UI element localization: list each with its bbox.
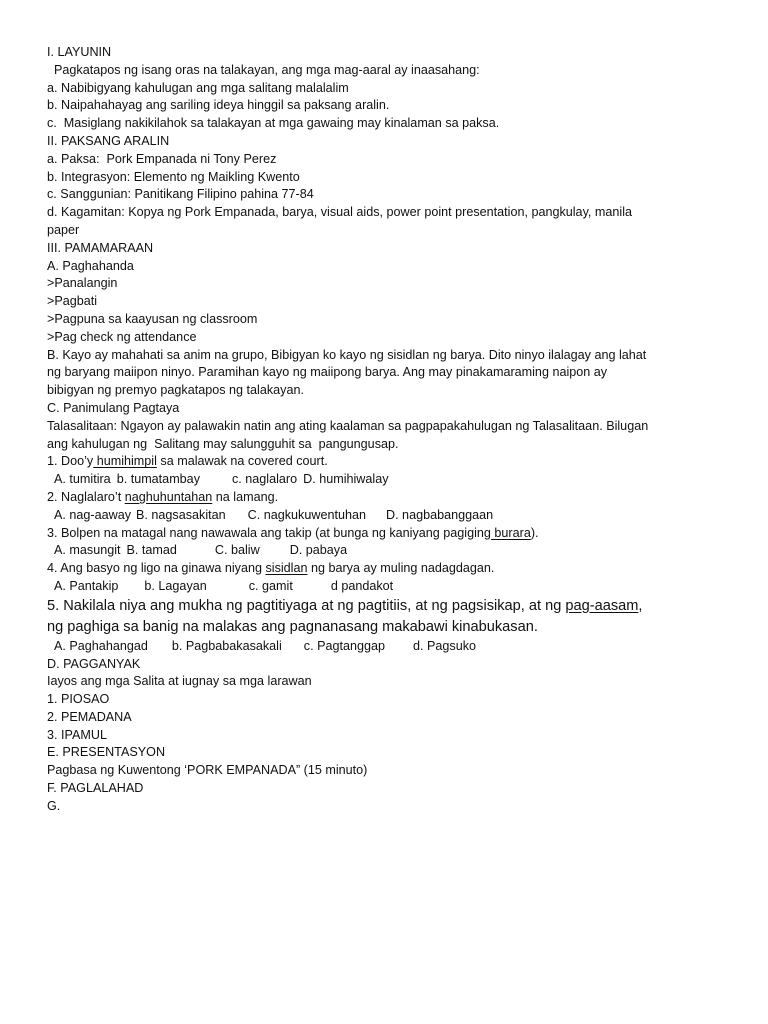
choice-a: A. Pantakip <box>54 578 119 593</box>
question-4-choices <box>47 578 728 596</box>
question-5-choices <box>47 638 728 656</box>
paragraph-line: ng baryang maiipon ninyo. Paramihan kayo ng maiipong barya. Ang may pinakamaraming naipon ay <box>47 365 608 380</box>
choice-b: B. tamad <box>126 543 177 558</box>
list-item: >Pagpuna sa kaayusan ng classroom <box>47 311 258 326</box>
integrasyon-line: b. Integrasyon: Elemento ng Maikling Kwento <box>47 169 300 184</box>
choice-c: c. gamit <box>248 578 293 593</box>
paragraph-line: Pagbasa ng Kuwentong ‘PORK EMPANADA” (15 minuto) <box>47 763 368 778</box>
choice-a: A. nag-aaway <box>54 507 132 522</box>
objective-a: a. Nabibigyang kahulugan ang mga salitang malalalim <box>47 80 349 95</box>
objective-b: b. Naipahahayag ang sariling ideya hinggil sa paksang aralin. <box>47 98 390 113</box>
paragraph-line: bibigyan ng premyo pagkatapos ng talakayan. <box>47 383 304 398</box>
paragraph-line: ang kahulugan ng Salitang may salungguhit sa pangungusap. <box>47 436 399 451</box>
paragraph-line: Pagkatapos ng isang oras na talakayan, ang mga mag-aaral ay inaasahang: <box>47 62 480 77</box>
choice-b: b. tumatambay <box>116 472 200 487</box>
underlined-word: pag-aasam <box>565 597 639 614</box>
question-text: 1. Doo’y <box>47 454 94 469</box>
choice-c: c. naglalaro <box>232 472 298 487</box>
choice-b: B. nagsasakitan <box>136 507 226 522</box>
list-item: >Panalangin <box>47 276 118 291</box>
question-text: 4. Ang basyo ng ligo na ginawa niyang <box>47 561 266 576</box>
question-text: ). <box>530 525 539 540</box>
paragraph-line: Iayos ang mga Salita at iugnay sa mga larawan <box>47 674 312 689</box>
choice-d: D. pabaya <box>289 543 348 558</box>
list-item: >Pag check ng attendance <box>47 329 197 344</box>
underlined-word: burara <box>490 525 531 540</box>
choice-c: C. nagkukuwentuhan <box>247 507 366 522</box>
question-2 <box>47 489 728 507</box>
choice-d: d. Pagsuko <box>413 638 477 653</box>
list-item: 1. PIOSAO <box>47 692 110 707</box>
objective-c: c. Masiglang nakikilahok sa talakayan at mga gawaing may kinalaman sa paksa. <box>47 116 500 131</box>
question-text: 3. Bolpen na matagal nang nawawala ang takip (at bunga ng kaniyang pagiging <box>47 525 491 540</box>
heading-g: G. <box>47 798 61 813</box>
choice-a: A. Paghahangad <box>54 638 148 653</box>
heading-paglalahad: F. PAGLALAHAD <box>47 781 144 796</box>
question-text: , <box>638 597 643 614</box>
kagamitan-line: d. Kagamitan: Kopya ng Pork Empanada, barya, visual aids, power point presentation, pangkulay, manila <box>47 205 633 220</box>
question-1-choices <box>47 471 728 489</box>
heading-paksang-aralin: II. PAKSANG ARALIN <box>47 133 170 148</box>
paksa-line: a. Paksa: Pork Empanada ni Tony Perez <box>47 151 277 166</box>
subheading-panimulang-pagtaya: C. Panimulang Pagtaya <box>47 400 180 415</box>
question-3 <box>47 525 728 543</box>
choice-d: D. humihiwalay <box>303 472 389 487</box>
question-4 <box>47 560 728 578</box>
subheading-paghahanda: A. Paghahanda <box>47 258 134 273</box>
underlined-word: naghuhuntahan <box>124 489 213 504</box>
list-item: 2. PEMADANA <box>47 709 132 724</box>
heading-presentasyon: E. PRESENTASYON <box>47 745 166 760</box>
question-3-choices <box>47 542 728 560</box>
question-text: na lamang. <box>212 489 279 504</box>
heading-layunin: I. LAYUNIN <box>47 45 112 59</box>
list-item: 3. IPAMUL <box>47 727 107 742</box>
paragraph-line: B. Kayo ay mahahati sa anim na grupo, Bibigyan ko kayo ng sisidlan ng barya. Dito ninyo ilalagay ang lahat <box>47 347 647 362</box>
underlined-word: sisidlan <box>265 561 308 576</box>
choice-a: A. tumitira <box>54 472 111 487</box>
question-5 <box>47 596 728 617</box>
underlined-word: humihimpil <box>93 454 157 469</box>
question-5-cont: ng paghiga sa banig na malakas ang pagnanasang makabawi kinabukasan. <box>47 618 538 635</box>
question-text: 2. Naglalaro’t <box>47 489 125 504</box>
question-text: sa malawak na covered court. <box>156 454 328 469</box>
choice-b: b. Pagbabakasakali <box>171 638 282 653</box>
question-1 <box>47 453 728 471</box>
choice-c: c. Pagtanggap <box>303 638 386 653</box>
choice-c: C. baliw <box>214 543 260 558</box>
heading-pamamaraan: III. PAMAMARAAN <box>47 240 154 255</box>
paragraph-line: Talasalitaan: Ngayon ay palawakin natin ang ating kaalaman sa pagpapakahulugan ng Talasalitaan. Bilugan <box>47 418 649 433</box>
list-item: >Pagbati <box>47 294 98 309</box>
question-2-choices <box>47 507 728 525</box>
choice-a: A. masungit <box>54 543 121 558</box>
choice-d: D. nagbabanggaan <box>385 507 494 522</box>
choice-b: b. Lagayan <box>144 578 207 593</box>
question-text: ng barya ay muling nadagdagan. <box>307 561 495 576</box>
choice-d: d pandakot <box>330 578 394 593</box>
kagamitan-line-cont: paper <box>47 222 80 237</box>
heading-pagganyak: D. PAGGANYAK <box>47 656 141 671</box>
question-text: 5. Nakilala niya ang mukha ng pagtitiyaga at ng pagtitiis, at ng pagsisikap, at ng <box>47 597 566 614</box>
sanggunian-line: c. Sanggunian: Panitikang Filipino pahina 77-84 <box>47 187 314 202</box>
